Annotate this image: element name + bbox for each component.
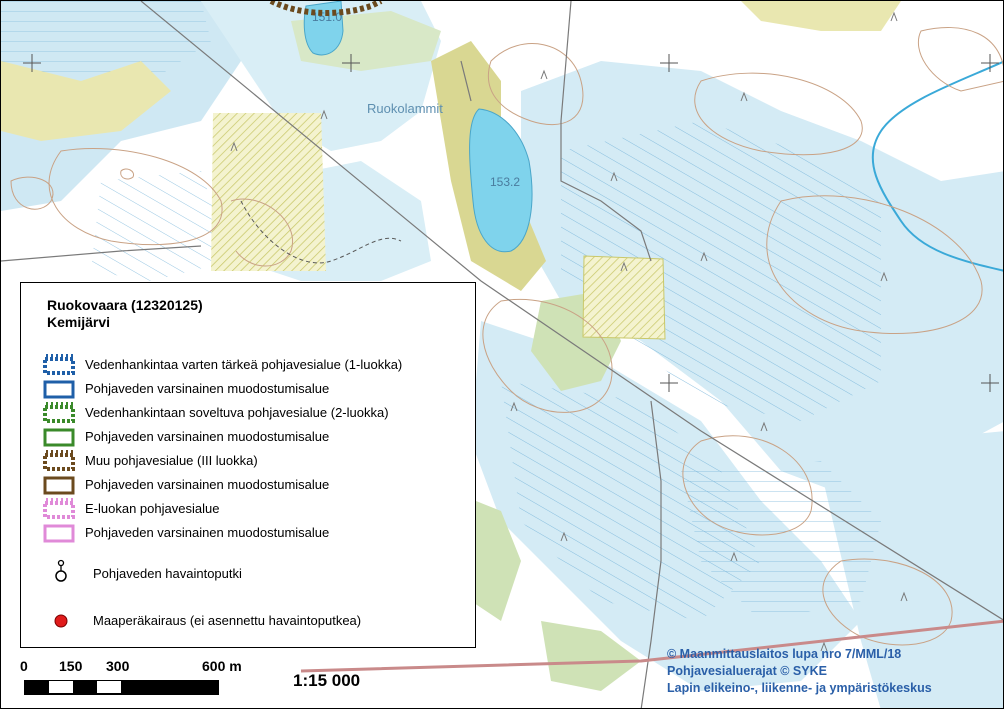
pond-elevation-label: 151.0 bbox=[312, 10, 343, 24]
scale-label-150: 150 bbox=[59, 658, 83, 674]
legend-label: Pohjaveden varsinainen muodostumisalue bbox=[85, 429, 330, 444]
legend-label: Pohjaveden varsinainen muodostumisalue bbox=[85, 381, 330, 396]
observation-tube-icon bbox=[41, 559, 77, 583]
lake-elevation-label: 153.2 bbox=[490, 175, 521, 189]
map-legend bbox=[20, 282, 476, 648]
credit-line-syke: Pohjavesialuerajat © SYKE bbox=[667, 664, 827, 678]
legend-label: Pohjaveden havaintoputki bbox=[93, 566, 242, 581]
legend-title-municipality: Kemijärvi bbox=[47, 314, 111, 330]
scale-label-600: 600 m bbox=[202, 658, 242, 674]
legend-label: E-luokan pohjavesialue bbox=[85, 501, 220, 516]
legend-label: Pohjaveden varsinainen muodostumisalue bbox=[85, 525, 330, 540]
credit-line-ely: Lapin elikeino-, liikenne- ja ympäristökeskus bbox=[667, 681, 932, 695]
outline-box-green-icon bbox=[41, 425, 77, 449]
legend-label: Vedenhankintaan soveltuva pohjavesialue (2-luokka) bbox=[85, 405, 389, 420]
legend-label: Maaperäkairaus (ei asennettu havaintoputkea) bbox=[93, 613, 362, 628]
map-credits bbox=[667, 646, 932, 697]
hatched-border-pink-icon bbox=[41, 497, 77, 521]
red-dot-icon bbox=[41, 609, 77, 633]
place-name-label: Ruokolammit bbox=[367, 101, 443, 116]
outline-box-pink-icon bbox=[41, 521, 77, 545]
scale-label-0: 0 bbox=[20, 658, 28, 674]
outline-box-blue-icon bbox=[41, 377, 77, 401]
legend-label: Vedenhankintaa varten tärkeä pohjavesialue (1-luokka) bbox=[85, 357, 403, 372]
scale-bar bbox=[20, 656, 280, 706]
hatched-border-green-icon bbox=[41, 401, 77, 425]
hatched-border-brown-icon bbox=[41, 449, 77, 473]
credit-line-mml: © Maanmittauslaitos lupa nro 7/MML/18 bbox=[667, 647, 902, 661]
legend-label: Muu pohjavesialue (III luokka) bbox=[85, 453, 258, 468]
hatched-border-blue-icon bbox=[41, 353, 77, 377]
scale-bar-graphic bbox=[24, 680, 220, 696]
legend-title bbox=[47, 297, 203, 331]
scale-label-300: 300 bbox=[106, 658, 130, 674]
legend-label: Pohjaveden varsinainen muodostumisalue bbox=[85, 477, 330, 492]
scale-ratio: 1:15 000 bbox=[293, 671, 361, 690]
legend-title-name: Ruokovaara (12320125) bbox=[47, 297, 203, 313]
outline-box-brown-icon bbox=[41, 473, 77, 497]
